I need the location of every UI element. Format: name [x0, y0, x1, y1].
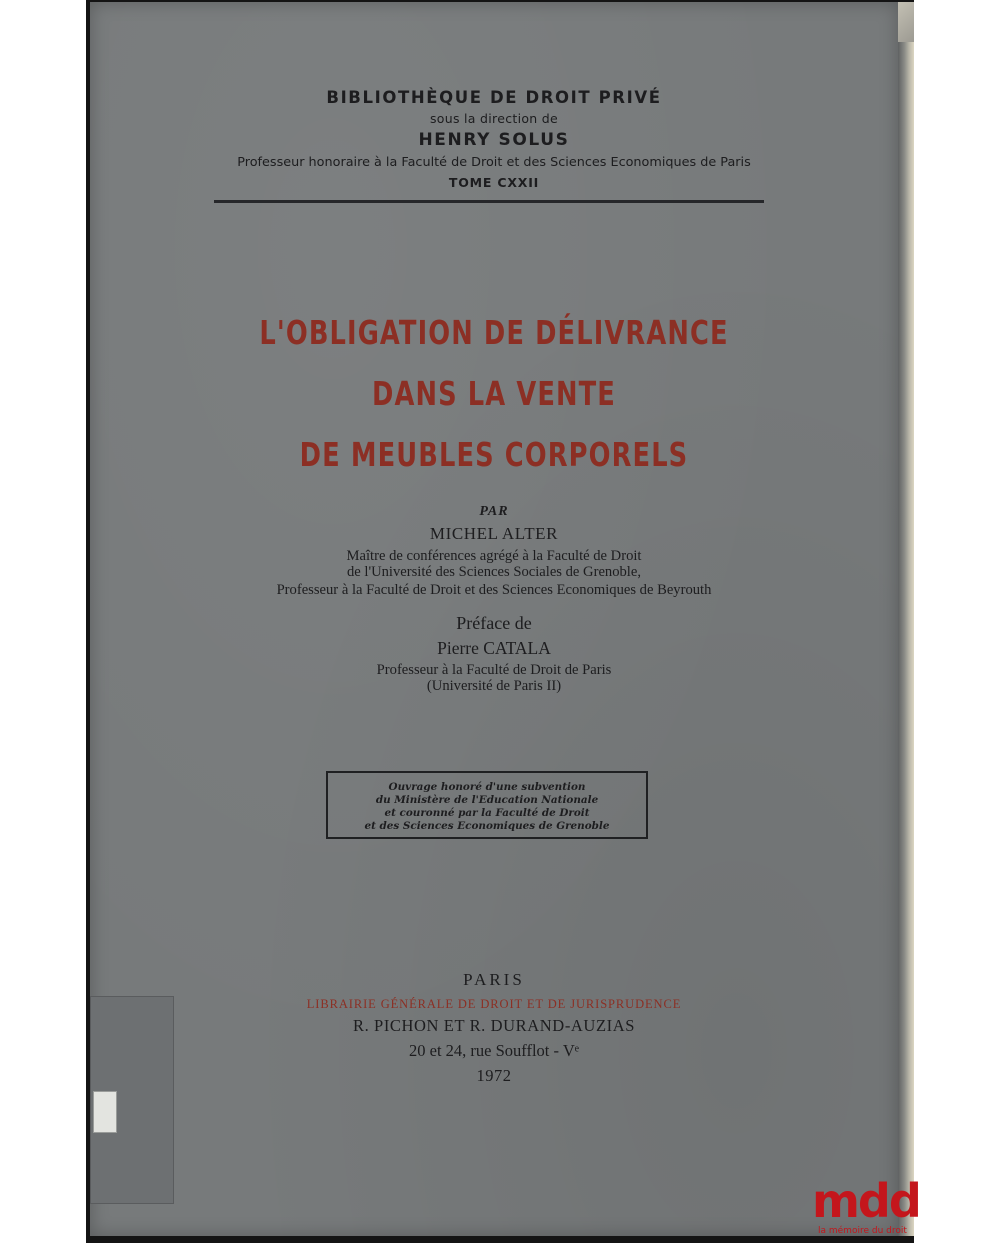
- preface-affiliation-2: (Université de Paris II): [426, 678, 562, 694]
- library-tag: [93, 1091, 117, 1133]
- preface-author: Pierre CATALA: [437, 638, 551, 658]
- subvention-line-3: et couronné par la Faculté de Droit: [384, 807, 590, 819]
- watermark-logo: [812, 1174, 920, 1240]
- book-title-line-2: DANS LA VENTE: [371, 374, 616, 413]
- watermark-tagline: la mémoire du droit: [818, 1226, 907, 1236]
- series-tome: TOME CXXII: [448, 175, 540, 190]
- author-affiliation-3: Professeur à la Faculté de Droit et des Sciences Economiques de Beyrouth: [276, 582, 712, 598]
- preface-label: Préface de: [456, 613, 532, 633]
- preface-affiliation-1: Professeur à la Faculté de Droit de Paris: [376, 662, 612, 678]
- subvention-line-2: du Ministère de l'Education Nationale: [375, 794, 599, 806]
- series-director: HENRY SOLUS: [418, 130, 570, 150]
- imprint-city: PARIS: [463, 970, 525, 989]
- library-sticker: [90, 996, 174, 1204]
- imprint-publisher: LIBRAIRIE GÉNÉRALE DE DROIT ET DE JURISPRUDENCE: [306, 997, 682, 1011]
- header-rule: [214, 200, 764, 203]
- subvention-line-1: Ouvrage honoré d'une subvention: [388, 781, 586, 793]
- author-by-label: PAR: [479, 504, 509, 519]
- series-director-title: Professeur honoraire à la Faculté de Droit et des Sciences Economiques de Paris: [237, 155, 751, 170]
- watermark-logo-text: mdd: [812, 1174, 920, 1228]
- subvention-line-4: et des Sciences Economiques de Grenoble: [364, 820, 610, 832]
- book-title-line-1: L'OBLIGATION DE DÉLIVRANCE: [259, 313, 729, 352]
- page-edge: [898, 2, 914, 1236]
- series-name: BIBLIOTHÈQUE DE DROIT PRIVÉ: [326, 88, 662, 107]
- imprint-year: 1972: [476, 1066, 512, 1085]
- book-cover: [90, 2, 898, 1236]
- imprint-printers: R. PICHON ET R. DURAND-AUZIAS: [352, 1016, 636, 1035]
- author-affiliation-2: de l'Université des Sciences Sociales de Grenoble,: [346, 564, 641, 580]
- author-name: MICHEL ALTER: [429, 524, 559, 543]
- book-title-line-3: DE MEUBLES CORPORELS: [299, 435, 689, 474]
- subvention-notice: [326, 771, 648, 839]
- author-affiliation-1: Maître de conférences agrégé à la Faculté de Droit: [346, 548, 642, 564]
- imprint-address: 20 et 24, rue Soufflot - Vᵉ: [409, 1041, 579, 1060]
- series-direction-label: sous la direction de: [429, 111, 559, 126]
